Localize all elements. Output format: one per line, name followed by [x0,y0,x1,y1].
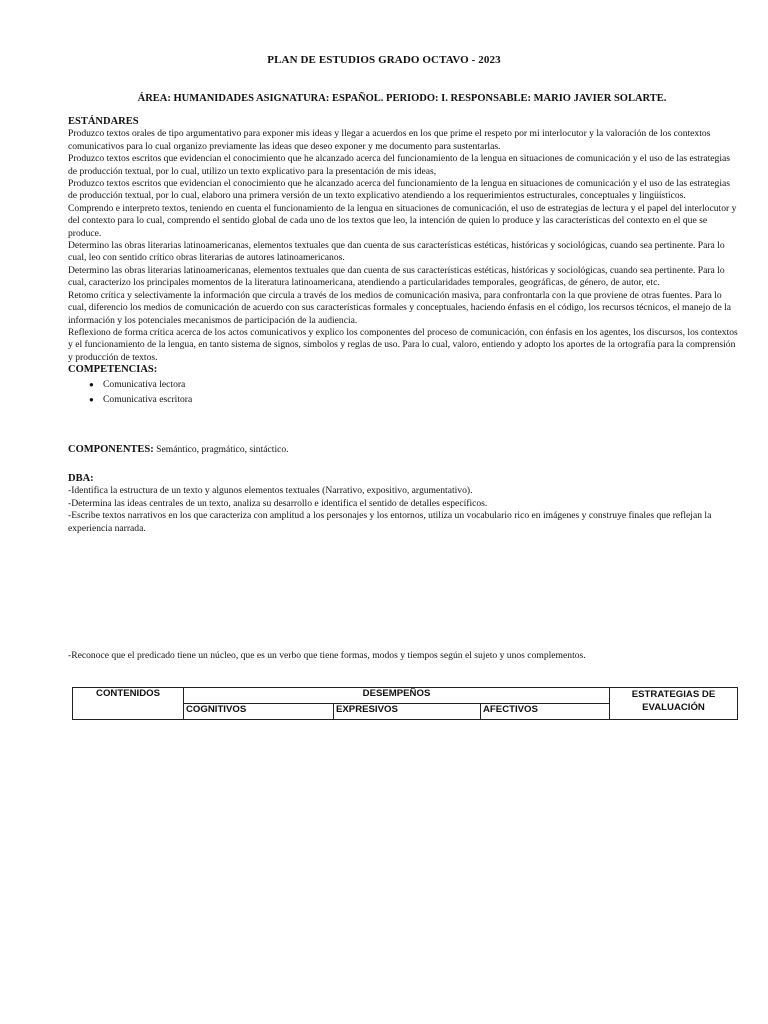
estandares-heading: ESTÁNDARES [68,116,139,127]
competencias-list [68,377,740,407]
header-estrategias: ESTRATEGIAS DE EVALUACIÓN [610,688,738,720]
header-desempenos: DESEMPEÑOS [184,688,610,704]
header-cognitivos: COGNITIVOS [184,704,334,720]
document-title: PLAN DE ESTUDIOS GRADO OCTAVO - 2023 [267,54,501,66]
estandar-paragraph: Determino las obras literarias latinoamericanas, elementos textuales que dan cuenta de sus características estéticas, históricas y sociológicas, cuando sea pertinente. Para lo cual, caracterizo los principales momentos de la literatura latinoamericana, atendiendo a particularidades temporales, geográficas, de género, de autor, etc. [68,264,725,289]
list-item [68,377,740,392]
header-afectivos: AFECTIVOS [481,704,610,720]
estandares-section [68,116,740,407]
table-row [73,688,738,704]
estandar-paragraph: Determino las obras literarias latinoamericanas, elementos textuales que dan cuenta de sus características estéticas, históricas y sociológicas, cuando sea pertinente. Para lo cual, leo con sentido crítico obras literarias de autores latinoamericanos. [68,240,725,264]
document-subtitle: ÁREA: HUMANIDADES ASIGNATURA: ESPAÑOL. PERIODO: I. RESPONSABLE: MARIO JAVIER SOLARTE. [137,93,667,104]
estandar-paragraph: Retomo crítica y selectivamente la información que circula a través de los medios de comunicación masiva, para confrontarla con la que proviene de otras fuentes. Para lo cual, diferencio los medios de comunicación de acuerdo con sus características formales y conceptuales, haciendo énfasis en el código, los recursos técnicos, el manejo de la información y los potenciales mecanismos de participación de la audiencia. [68,289,732,326]
estandar-paragraph: Comprendo e interpreto textos, teniendo en cuenta el funcionamiento de la lengua en situaciones de comunicación, el uso de estrategias de lectura y el papel del interlocutor y del contexto para lo cual, comprendo el sentido global de cada uno de los textos que leo, la intención de quien lo produce y las características del contexto en el que se produce. [68,202,737,239]
list-item [68,392,740,407]
estandar-paragraph: Reflexiono de forma crítica acerca de los actos comunicativos y explico los componentes del proceso de comunicación, con énfasis en los agentes, los discursos, los contextos y el funcionamiento de la lengua, en tanto sistema de signos, símbolos y reglas de uso. Para lo cual, valoro, entiendo y adopto los aportes de la ortografía para la comprensión y producción de textos. [68,326,738,363]
componentes-section [68,444,740,456]
bullet-icon: ● [89,394,94,404]
header-contenidos: CONTENIDOS [73,688,184,720]
dba-heading: DBA: [68,473,94,484]
dba-section [68,473,740,535]
componentes-heading: COMPONENTES: [68,444,154,455]
estandar-paragraph: Produzco textos escritos que evidencian el conocimiento que he alcanzado acerca del funcionamiento de la lengua en situaciones de comunicación y el uso de las estrategias de producción textual, por lo cual, elaboro una primera versión de un texto explicativo atendiendo a los requerimientos estructurales, conceptuales y lingüísticos. [68,178,730,202]
competencia-label: Comunicativa lectora [103,378,186,390]
dba-line: -Escribe textos narrativos en los que caracteriza con amplitud a los personajes y los entornos, utiliza un vocabulario rico en imágenes y construye finales que reflejan la experiencia narrada. [68,510,712,534]
dba-line: -Determina las ideas centrales de un texto, analiza su desarrollo e identifica el sentido de detalles específicos. [68,497,488,509]
competencia-label: Comunicativa escritora [103,393,193,405]
bullet-icon: ● [89,379,94,389]
estandar-paragraph: Produzco textos escritos que evidencian el conocimiento que he alcanzado acerca del funcionamiento de la lengua en situaciones de comunicación y el uso de las estrategias de producción textual, por lo cual, utilizo un texto explicativo para la presentación de mis ideas, [68,153,730,177]
estandar-paragraph: Produzco textos orales de tipo argumentativo para exponer mis ideas y llegar a acuerdos en los que prime el respeto por mi interlocutor y la valoración de los contextos comunicativos para lo cual organizo previamente las ideas que deseo exponer y me documento para sustentarlas. [68,128,711,152]
header-expresivos: EXPRESIVOS [334,704,481,720]
plan-table [72,687,738,720]
dba-extra: -Reconoce que el predicado tiene un núcleo, que es un verbo que tiene formas, modos y tiempos según el sujeto y unos complementos. [68,650,586,661]
competencias-heading: COMPETENCIAS: [68,364,158,376]
componentes-text: Semántico, pragmático, sintáctico. [153,444,289,455]
dba-line: -Identifica la estructura de un texto y algunos elementos textuales (Narrativo, expositivo, argumentativo). [68,485,473,497]
